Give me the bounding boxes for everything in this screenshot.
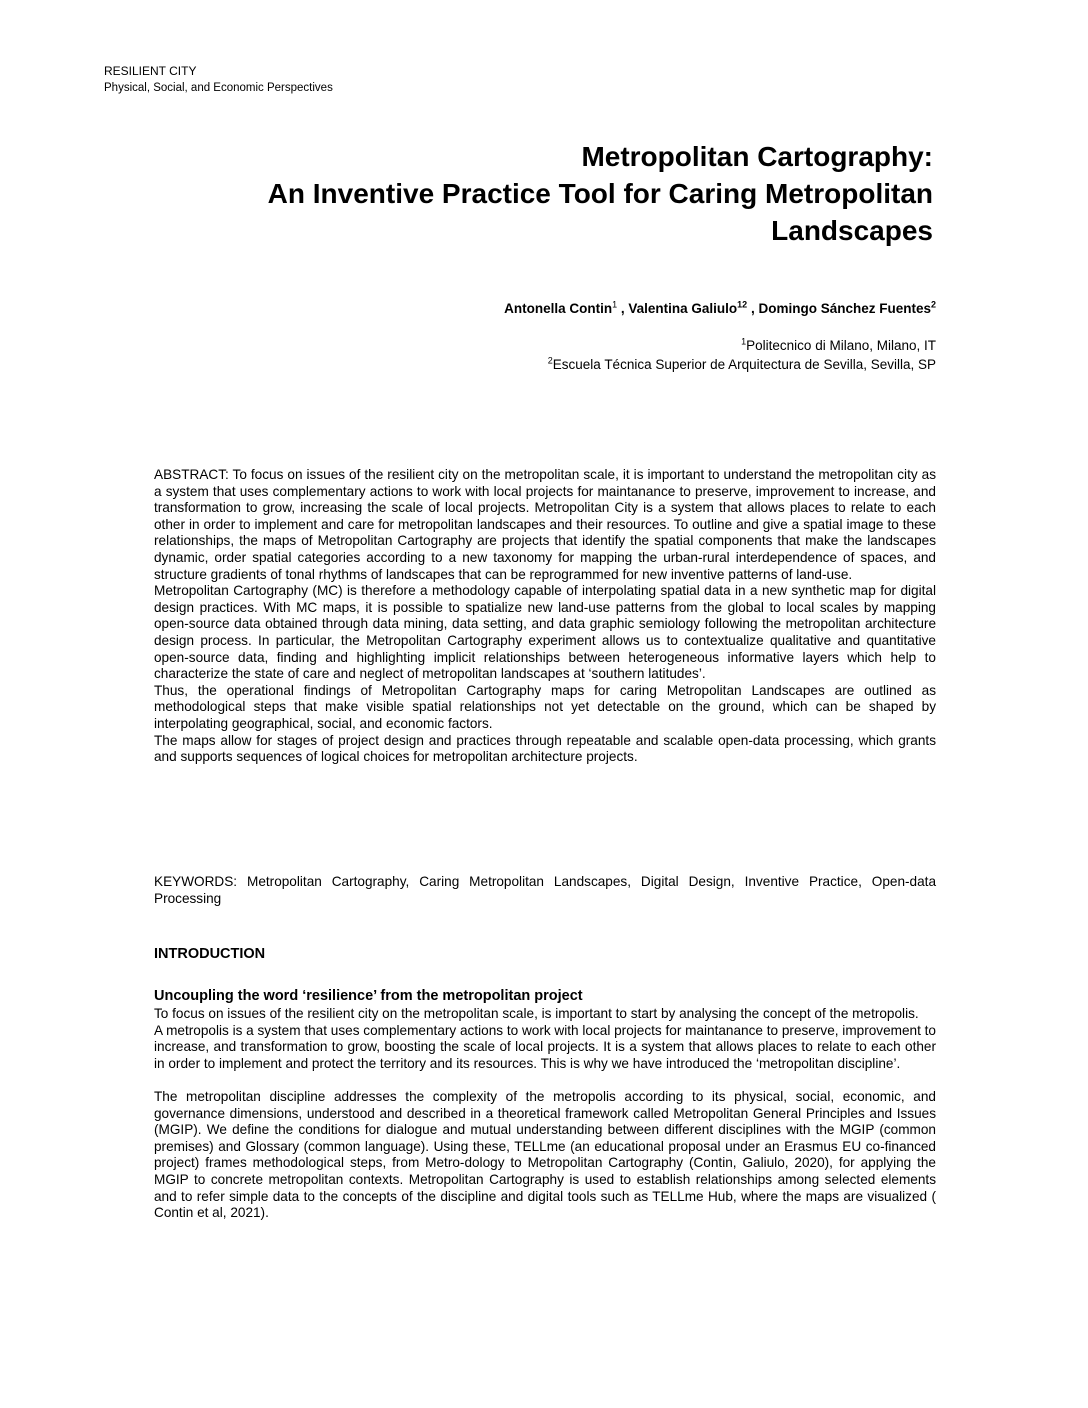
title-line-1: Metropolitan Cartography: [581,141,933,172]
intro-paragraph-3: The metropolitan discipline addresses the complexity of the metropolis according to its physical, social, economic, and governance dimensions, understood and described in a theoretical framework called Metropolitan General Principles and Issues (MGIP). We define the conditions for dialogue and mutual understanding between different disciplines with the MGIP (common premises) and Glossary (common language). Using these, TELLme (an educational proposal under an Erasmus EU co-financed project) frames methodological steps, from Metro-dology to Metropolitan Cartography (Contin, Galiulo, 2020), for applying the MGIP to concrete metropolitan contexts. Metropolitan Cartography is used to establish relationships among selected elements and to refer simple data to the concepts of the discipline and digital tools such as TELLme Hub, where the maps are visualized ( Contin et al, 2021). [154,1088,936,1221]
section-heading-introduction: INTRODUCTION [154,946,266,962]
affiliation-2-mark: 2 [547,355,553,366]
author-contin-affil: 1 [612,299,618,310]
keywords [154,874,936,907]
author-galiulo: Valentina Galiulo [628,301,738,316]
affiliation-2 [548,355,936,374]
affiliation-2-text: Escuela Técnica Superior de Arquitectura de Sevilla, Sevilla, SP [552,357,936,372]
abstract-paragraph-2: Metropolitan Cartography (MC) is therefore a methodology capable of interpolating spatial data in a new synthetic map for digital design practices. With MC maps, it is possible to spatialize new land-use patterns from the global to local scales by mapping open-source data obtained through data mining, data setting, and data graphic semiology following the metropolitan architecture design process. In particular, the Metropolitan Cartography experiment allows us to contextualize qualitative and quantitative open-source data, finding and highlighting implicit relationships between heterogeneous informative layers which help to characterize the state of care and neglect of metropolitan landscapes at ‘southern latitudes’. [154,583,936,682]
subsection-heading: Uncoupling the word ‘resilience’ from the metropolitan project [154,988,583,1004]
keywords-text: KEYWORDS: Metropolitan Cartography, Caring Metropolitan Landscapes, Digital Design, Inventive Practice, Open-data Processing [154,874,936,906]
running-head-title: RESILIENT CITY [104,64,197,78]
affiliation-1 [548,336,936,355]
author-separator: , [747,301,759,316]
intro-paragraph-2: A metropolis is a system that uses complementary actions to work with local projects for maintanance to preserve, improvement to increase, and transformation to grow, boosting the scale of local projects. It is a system that allows places to relate to each other in order to implement and protect the territory and its resources. This is why we have introduced the ‘metropolitan discipline’. [154,1022,936,1071]
title-line-2: An Inventive Practice Tool for Caring Metropolitan [267,178,933,209]
author-list [504,300,936,318]
introduction-body [154,1006,936,1222]
author-sanchez-fuentes-affil: 2 [930,299,936,310]
abstract-paragraph-4: The maps allow for stages of project design and practices through repeatable and scalable open-data processing, which grants and supports sequences of logical choices for metropolitan architecture projects. [154,732,936,765]
intro-paragraph-1: To focus on issues of the resilient city on the metropolitan scale, is important to start by analysing the concept of the metropolis. [154,1006,919,1021]
running-head [104,63,333,97]
author-contin: Antonella Contin [504,301,613,316]
abstract [154,467,936,766]
affiliation-list [548,336,936,374]
author-separator: , [617,301,629,316]
running-head-subtitle: Physical, Social, and Economic Perspectives [104,82,333,94]
affiliation-1-text: Politecnico di Milano, Milano, IT [746,338,936,353]
author-sanchez-fuentes: Domingo Sánchez Fuentes [758,301,931,316]
affiliation-1-mark: 1 [741,336,747,347]
paragraph-gap [154,1072,936,1089]
paper-title [133,138,933,249]
abstract-paragraph-1: ABSTRACT: To focus on issues of the resilient city on the metropolitan scale, it is important to understand the metropolitan city as a system that uses complementary actions to work with local projects for maintanance to preserve, improvement to increase, and transformation to grow, increasing the scale of local projects. Metropolitan City is a system that allows places to relate to each other in order to implement and care for metropolitan landscapes and their resources. To outline and give a spatial image to these relationships, the maps of Metropolitan Cartography are projects that identify the spatial components that make the landscapes dynamic, order spatial categories according to a new taxonomy for mapping the urban-rural interdependence of spaces, and structure gradients of tonal rhythms of landscapes that can be reprogrammed for new inventive patterns of land-use. [154,467,936,582]
author-galiulo-affil: 12 [737,299,748,310]
abstract-paragraph-3: Thus, the operational findings of Metropolitan Cartography maps for caring Metropolitan Landscapes are outlined as methodological steps that make visible spatial relationships not yet detectable on the ground, which can be shaped by interpolating geographical, social, and economic factors. [154,682,936,731]
title-line-3: Landscapes [771,215,933,246]
